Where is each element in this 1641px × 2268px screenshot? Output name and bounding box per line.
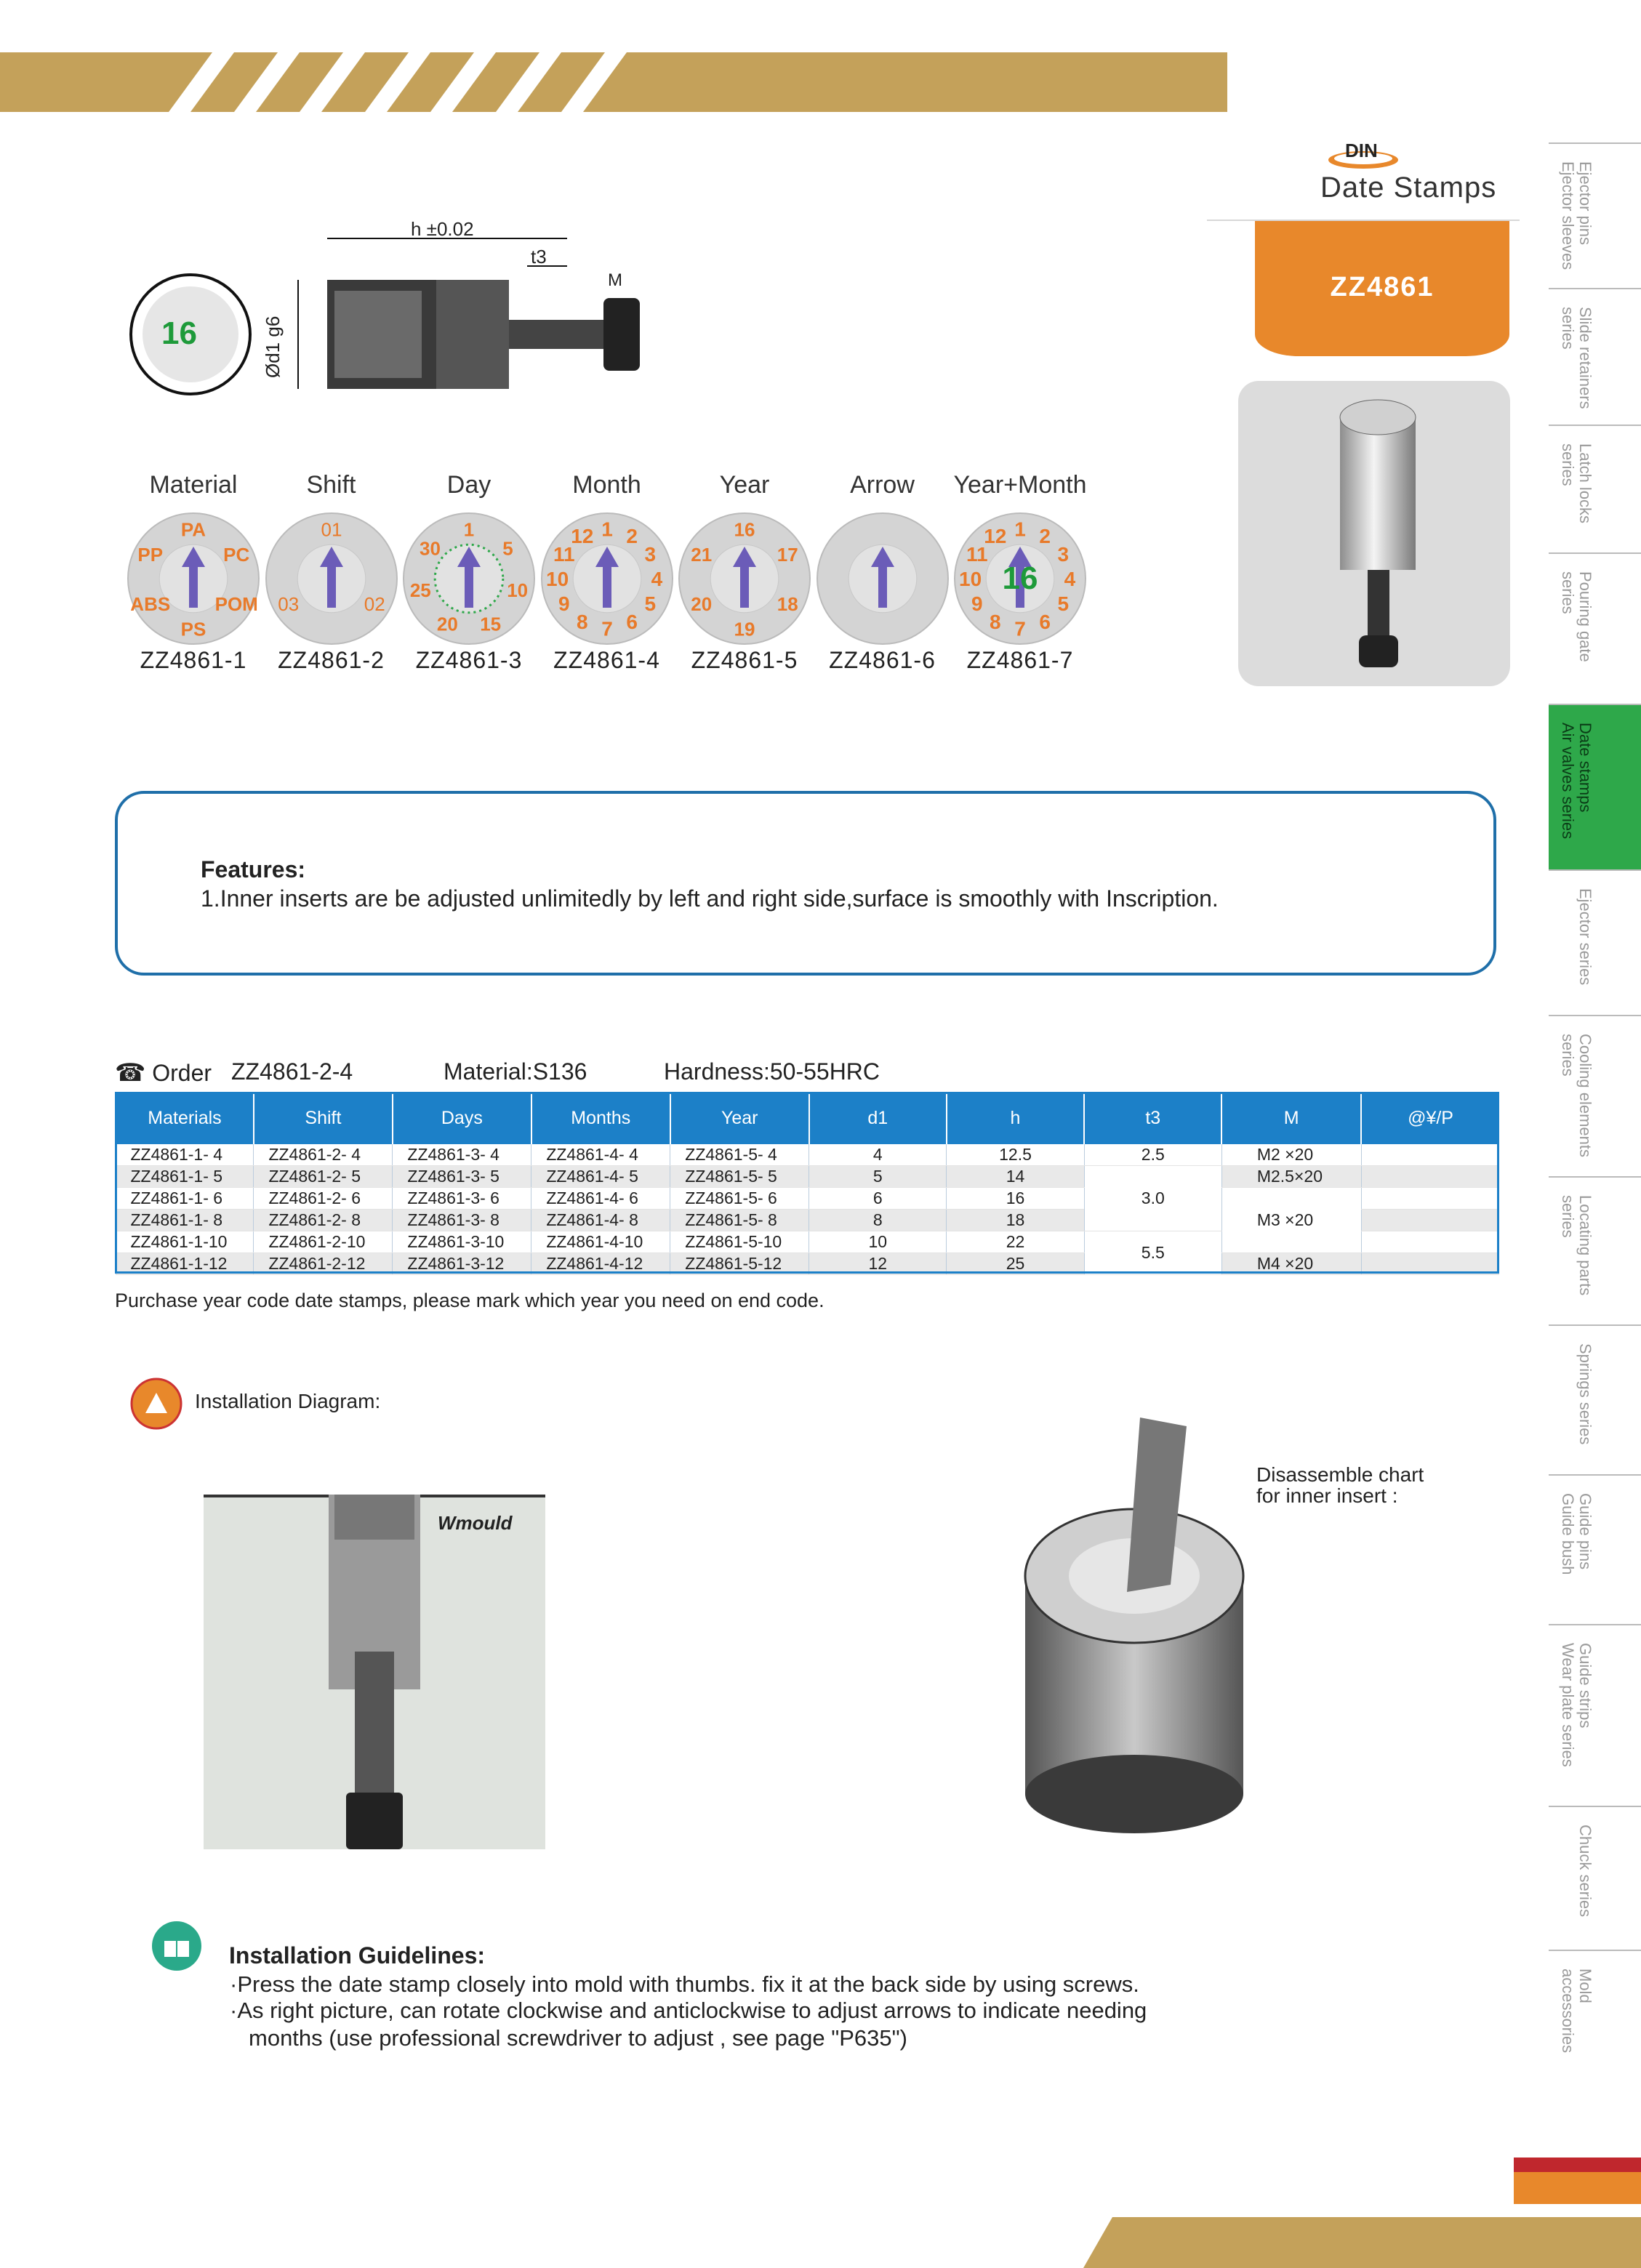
side-tab-4[interactable] <box>1549 704 1641 869</box>
stamp-dial-3 <box>402 512 536 646</box>
table-cell: ZZ4861-3- 6 <box>393 1188 531 1210</box>
purchase-note: Purchase year code date stamps, please mark which year you need on end code. <box>115 1290 824 1311</box>
product-photo <box>1238 381 1510 686</box>
table-header-1: Shift <box>254 1092 393 1144</box>
table-cell-t3: 5.5 <box>1084 1231 1221 1275</box>
din-label: DIN <box>1345 140 1378 161</box>
side-tab-9[interactable] <box>1549 1474 1641 1624</box>
side-tab-label: Mold accessories <box>1559 1969 1594 2054</box>
stamp-mark: PA <box>180 518 206 541</box>
stamp-dial-6 <box>816 512 950 646</box>
table-cell: ZZ4861-3- 8 <box>393 1210 531 1231</box>
stamp-mark: 16 <box>734 518 755 541</box>
table-cell: ZZ4861-5-10 <box>670 1231 809 1253</box>
stamp-mark: 19 <box>734 618 755 640</box>
stamp-mark: 10 <box>959 568 982 590</box>
stamp-mark: PP <box>137 543 164 566</box>
m-dimension: M <box>608 270 622 290</box>
installation-diagram <box>204 1495 545 1849</box>
installation-logo-text: Wmould <box>438 1512 513 1534</box>
stamp-code-2: ZZ4861-2 <box>278 647 385 673</box>
installation-title: Installation Diagram: <box>195 1390 381 1412</box>
guideline-1: ·Press the date stamp closely into mold with thumbs. fix it at the back side by using screws. <box>230 1971 1139 1997</box>
table-cell-price <box>1361 1188 1499 1210</box>
stamp-mark: 10 <box>545 568 569 590</box>
stamp-mark: 20 <box>691 593 713 616</box>
side-tab-label: Cooling elements series <box>1559 1034 1594 1157</box>
side-tab-label: Ejector pins Ejector sleeves <box>1559 161 1594 270</box>
table-cell-m: M3 ×20 <box>1221 1188 1361 1253</box>
stamp-mark: PC <box>223 543 250 566</box>
side-tab-label: Guide strips Wear plate series <box>1559 1643 1594 1767</box>
footer-red-bar <box>1514 2158 1641 2172</box>
h-dimension: h ±0.02 <box>411 218 474 240</box>
order-line <box>115 1058 987 1087</box>
stamp-mark: 12 <box>984 524 1007 547</box>
side-tab-label: Date stamps Air valves series <box>1559 723 1594 840</box>
table-cell: ZZ4861-2- 8 <box>254 1210 393 1231</box>
stamp-code-3: ZZ4861-3 <box>415 647 523 673</box>
stamp-mark: 18 <box>777 593 798 616</box>
stamp-dial-5 <box>678 512 811 646</box>
stamp-code-4: ZZ4861-4 <box>553 647 660 673</box>
table-cell: ZZ4861-2- 4 <box>254 1144 393 1166</box>
table-cell: ZZ4861-2-12 <box>254 1253 393 1275</box>
table-cell: ZZ4861-3-12 <box>393 1253 531 1275</box>
features-box <box>115 791 1496 976</box>
stamp-code-6: ZZ4861-6 <box>829 647 936 673</box>
table-header-9: @¥/P <box>1361 1092 1499 1144</box>
stamp-mark: 8 <box>990 611 1001 634</box>
table-cell: 6 <box>809 1188 947 1210</box>
stamp-mark: 10 <box>507 579 529 602</box>
stamp-mark: 7 <box>1014 617 1026 640</box>
side-tab-12[interactable] <box>1549 1950 1641 2078</box>
stamp-mark: 9 <box>558 592 570 616</box>
table-header-2: Days <box>393 1092 531 1144</box>
side-tab-label: Latch locks series <box>1559 443 1594 524</box>
stamp-mark: 17 <box>777 543 798 566</box>
guideline-3: months (use professional screwdriver to adjust , see page "P635") <box>249 2025 907 2051</box>
stamp-mark: 4 <box>651 568 662 590</box>
stamp-mark: 25 <box>409 579 431 602</box>
table-cell: 18 <box>947 1210 1084 1231</box>
side-tab-7[interactable] <box>1549 1176 1641 1324</box>
stamp-dial-1 <box>127 512 260 646</box>
side-tab-8[interactable] <box>1549 1324 1641 1474</box>
stamp-code-7: ZZ4861-7 <box>966 647 1074 673</box>
features-text: 1.Inner inserts are be adjusted unlimitedly by left and right side,surface is smoothly with Inscription. <box>201 885 1219 912</box>
side-tab-0[interactable] <box>1549 142 1641 288</box>
table-cell: ZZ4861-1- 5 <box>116 1166 254 1188</box>
table-cell: ZZ4861-2-10 <box>254 1231 393 1253</box>
disassemble-label <box>1256 1464 1424 1506</box>
product-code: ZZ4861 <box>1330 272 1435 302</box>
table-cell: ZZ4861-4- 4 <box>531 1144 670 1166</box>
table-cell: 12.5 <box>947 1144 1084 1166</box>
footer-orange-bar <box>1514 2172 1641 2204</box>
stamp-mark: 2 <box>1039 524 1051 547</box>
table-cell-m: M2.5×20 <box>1221 1166 1361 1188</box>
side-tab-11[interactable] <box>1549 1806 1641 1950</box>
table-cell: ZZ4861-4-12 <box>531 1253 670 1275</box>
table-cell: ZZ4861-5- 5 <box>670 1166 809 1188</box>
stamp-mark: 6 <box>1039 611 1051 634</box>
table-row <box>116 1188 1499 1210</box>
table-header-4: Year <box>670 1092 809 1144</box>
stamp-title-5: Year <box>719 471 770 499</box>
stamp-mark: PS <box>180 618 206 640</box>
stamp-mark: 02 <box>364 593 385 616</box>
table-cell-price <box>1361 1166 1499 1188</box>
footer-gold-bar <box>1083 2217 1641 2268</box>
t3-dimension: t3 <box>531 246 547 268</box>
table-row <box>116 1253 1499 1275</box>
order-code: ZZ4861-2-4 <box>231 1058 353 1085</box>
table-row <box>116 1144 1499 1166</box>
stamp-code-5: ZZ4861-5 <box>691 647 798 673</box>
stamp-mark: 1 <box>601 518 613 541</box>
stamp-title-3: Day <box>446 471 492 499</box>
table-header-3: Months <box>531 1092 670 1144</box>
table-cell: 10 <box>809 1231 947 1253</box>
table-cell: 22 <box>947 1231 1084 1253</box>
table-cell: ZZ4861-3-10 <box>393 1231 531 1253</box>
stamp-mark: 01 <box>321 518 342 541</box>
stamp-title-7: Year+Month <box>953 471 1087 499</box>
table-cell: ZZ4861-1-12 <box>116 1253 254 1275</box>
table-cell: ZZ4861-1- 8 <box>116 1210 254 1231</box>
technical-drawing <box>124 211 763 414</box>
table-cell-t3: 3.0 <box>1084 1166 1221 1231</box>
stamp-center-number: 16 <box>1002 560 1038 596</box>
table-cell: ZZ4861-2- 6 <box>254 1188 393 1210</box>
stamp-mark: 3 <box>643 542 656 566</box>
product-code-box <box>1255 221 1509 356</box>
table-header-5: d1 <box>809 1092 947 1144</box>
table-cell: 25 <box>947 1253 1084 1275</box>
stamp-mark: 3 <box>1057 542 1070 566</box>
table-cell: 14 <box>947 1166 1084 1188</box>
stamp-title-2: Shift <box>306 471 356 499</box>
table-cell: ZZ4861-4- 5 <box>531 1166 670 1188</box>
stamp-mark: 8 <box>576 611 588 634</box>
table-cell: ZZ4861-4- 6 <box>531 1188 670 1210</box>
table-cell: ZZ4861-1- 4 <box>116 1144 254 1166</box>
side-tab-6[interactable] <box>1549 1015 1641 1176</box>
table-cell: ZZ4861-2- 5 <box>254 1166 393 1188</box>
stamp-mark: 4 <box>1064 568 1076 590</box>
drawing-dial-center: 16 <box>161 315 197 351</box>
side-tab-label: Locating parts series <box>1559 1195 1594 1296</box>
side-tab-label: Guide pins Guide bush <box>1559 1493 1594 1575</box>
table-cell: 8 <box>809 1210 947 1231</box>
order-hardness: Hardness:50-55HRC <box>664 1058 880 1085</box>
phone-icon: ☎ <box>115 1059 146 1087</box>
stamp-dial-7 <box>953 512 1087 646</box>
stamp-mark: 2 <box>625 524 638 547</box>
installation-badge-icon <box>129 1377 183 1431</box>
table-cell: ZZ4861-5- 4 <box>670 1144 809 1166</box>
spec-table <box>115 1092 1499 1275</box>
date-stamp-photo-icon <box>1238 381 1510 686</box>
table-cell: ZZ4861-4- 8 <box>531 1210 670 1231</box>
side-tab-label: Slide retainers series <box>1559 307 1594 409</box>
table-cell: ZZ4861-1- 6 <box>116 1188 254 1210</box>
table-cell: ZZ4861-5- 8 <box>670 1210 809 1231</box>
features-title: Features: <box>201 856 306 882</box>
stamp-mark: ABS <box>130 593 171 616</box>
table-cell: ZZ4861-1-10 <box>116 1231 254 1253</box>
stamp-mark: 5 <box>502 537 513 560</box>
table-cell-m: M2 ×20 <box>1221 1144 1361 1166</box>
table-cell: 16 <box>947 1188 1084 1210</box>
stamp-mark: 5 <box>643 592 656 616</box>
table-cell: ZZ4861-3- 4 <box>393 1144 531 1166</box>
table-cell-m: M4 ×20 <box>1221 1253 1361 1275</box>
side-tab-5[interactable] <box>1549 869 1641 1015</box>
stamp-mark: 11 <box>553 542 575 566</box>
stamp-dial-4 <box>540 512 674 646</box>
side-tab-1[interactable] <box>1549 288 1641 425</box>
table-cell-price <box>1361 1231 1499 1253</box>
stamp-mark: 1 <box>1014 518 1026 541</box>
table-cell: ZZ4861-5- 6 <box>670 1188 809 1210</box>
side-tab-label: Springs series <box>1576 1343 1594 1445</box>
side-tabs <box>1549 142 1641 2069</box>
side-tab-3[interactable] <box>1549 552 1641 704</box>
stamp-mark: 5 <box>1057 592 1070 616</box>
stamp-title-1: Material <box>149 471 238 499</box>
order-label: Order <box>152 1060 212 1086</box>
side-tab-2[interactable] <box>1549 425 1641 552</box>
order-material: Material:S136 <box>444 1058 587 1085</box>
table-cell: ZZ4861-5-12 <box>670 1253 809 1275</box>
table-header-8: M <box>1221 1092 1361 1144</box>
top-stripe-banner <box>0 52 1227 112</box>
table-cell: 4 <box>809 1144 947 1166</box>
table-header-6: h <box>947 1092 1084 1144</box>
stamp-mark: 03 <box>277 593 299 616</box>
guideline-2: ·As right picture, can rotate clockwise and anticlockwise to adjust arrows to indicate needing <box>230 1998 1147 2023</box>
stamp-mark: 11 <box>966 542 988 566</box>
stamp-mark: 7 <box>601 617 613 640</box>
table-cell: ZZ4861-3- 5 <box>393 1166 531 1188</box>
table-cell: 12 <box>809 1253 947 1275</box>
stamp-mark: 15 <box>480 613 502 635</box>
stamp-mark: 12 <box>570 524 593 547</box>
stamp-mark: 21 <box>691 543 713 566</box>
stamp-mark: 1 <box>463 518 475 541</box>
guidelines-title: Installation Guidelines: <box>229 1942 486 1969</box>
table-cell: ZZ4861-4-10 <box>531 1231 670 1253</box>
table-row <box>116 1166 1499 1188</box>
stamp-dial-2 <box>265 512 398 646</box>
table-cell: 5 <box>809 1166 947 1188</box>
side-tab-label: Chuck series <box>1576 1825 1594 1918</box>
side-tab-10[interactable] <box>1549 1624 1641 1806</box>
stamp-title-6: Arrow <box>850 471 915 499</box>
table-cell-price <box>1361 1210 1499 1231</box>
table-cell-price <box>1361 1253 1499 1275</box>
stamp-mark: 6 <box>625 611 638 634</box>
table-cell-t3: 2.5 <box>1084 1144 1221 1166</box>
table-cell-price <box>1361 1144 1499 1166</box>
disassemble-chart <box>1018 1410 1258 1854</box>
stamp-code-1: ZZ4861-1 <box>140 647 247 673</box>
side-tab-label: Pouring gate series <box>1559 571 1594 662</box>
stamp-title-4: Month <box>572 471 641 499</box>
stamp-mark: POM <box>214 593 258 616</box>
side-tab-label: Ejector series <box>1576 888 1594 986</box>
stamp-mark: 30 <box>420 537 441 560</box>
stamp-mark: 20 <box>436 613 458 635</box>
page-title: Date Stamps <box>1320 172 1497 204</box>
stamp-mark: 9 <box>971 592 983 616</box>
guidelines-book-icon <box>150 1919 204 1973</box>
table-header-0: Materials <box>116 1092 254 1144</box>
disassemble-line-1: Disassemble chart <box>1256 1463 1424 1486</box>
table-header-7: t3 <box>1084 1092 1221 1144</box>
d1-dimension: Ød1 g6 <box>262 315 284 378</box>
disassemble-line-2: for inner insert : <box>1256 1484 1398 1507</box>
